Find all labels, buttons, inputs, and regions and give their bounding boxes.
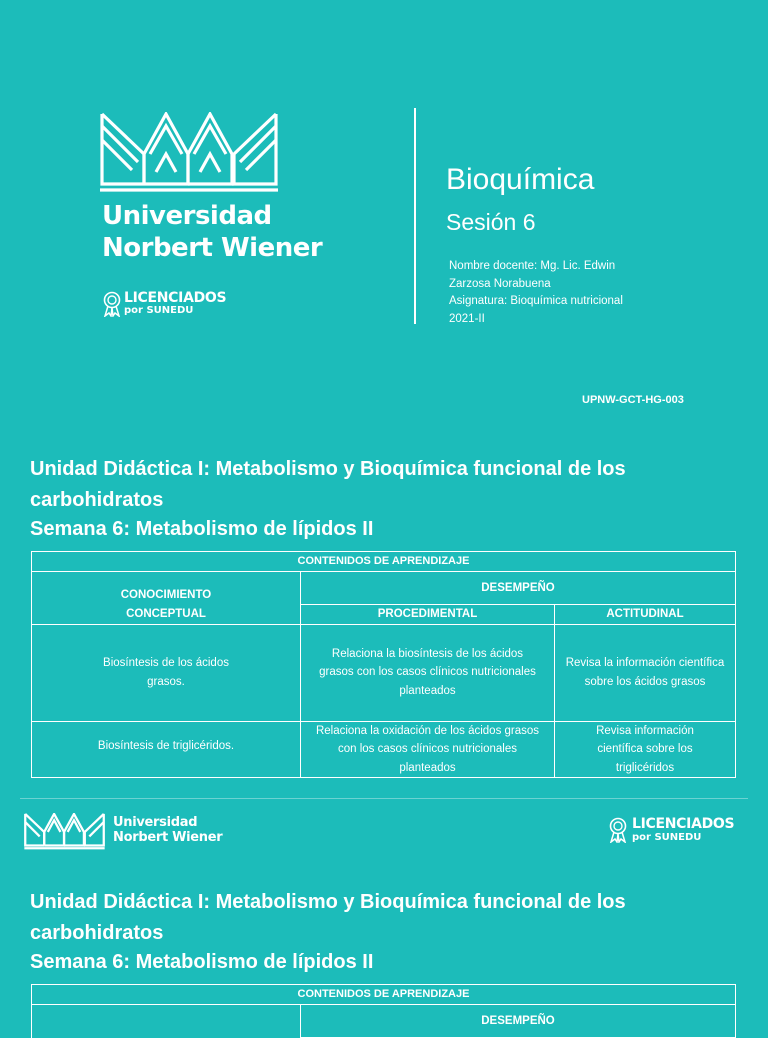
performance-header: DESEMPEÑO <box>301 1005 736 1038</box>
licensed-subtitle: por SUNEDU <box>124 305 194 316</box>
learning-contents-table <box>31 551 736 778</box>
row1-actitudinal: Revisa la información científica sobre los ácidos grasos <box>555 624 736 721</box>
course-title: Bioquímica <box>446 163 595 196</box>
row1-conceptual: Biosíntesis de los ácidos grasos. <box>32 624 301 721</box>
university-name <box>102 200 402 264</box>
col-conceptual-header: CONCEPTUAL <box>32 605 301 625</box>
term-line: 2021-II <box>449 312 485 325</box>
row2-actitudinal: Revisa información científica sobre los triglicéridos <box>555 721 736 778</box>
learning-contents-table <box>31 984 736 1038</box>
licensed-title: LICENCIADOS <box>632 816 735 832</box>
knowledge-header: CONOCIMIENTO <box>32 572 301 605</box>
week-title: Semana 6: Metabolismo de lípidos II <box>30 518 374 540</box>
university-logo-mark <box>22 813 107 850</box>
row2-conceptual: Biosíntesis de triglicéridos. <box>32 721 301 778</box>
table-row <box>32 624 736 721</box>
licensed-subtitle: por SUNEDU <box>632 832 702 843</box>
document-code: UPNW-GCT-HG-003 <box>582 394 684 406</box>
teacher-line1: Nombre docente: Mg. Lic. Edwin <box>449 260 616 272</box>
sunedu-licensed-badge <box>102 290 282 320</box>
university-name-line1: Universidad <box>102 201 272 231</box>
knowledge-header <box>32 1005 301 1038</box>
university-name-line2: Norbert Wiener <box>113 830 223 845</box>
table-header-row <box>32 1005 736 1038</box>
unit-title: Unidad Didáctica I: Metabolismo y Bioquímica funcional de los carbohidratos <box>30 891 626 944</box>
row1-procedimental: Relaciona la biosíntesis de los ácidos grasos con los casos clínicos nutricionales planteados <box>301 624 555 721</box>
university-name <box>113 815 222 845</box>
licensed-title: LICENCIADOS <box>124 290 227 306</box>
university-name-line2: Norbert Wiener <box>102 233 323 263</box>
sunedu-ribbon-icon <box>608 817 628 843</box>
session-title: Sesión 6 <box>446 209 536 235</box>
slide-separator <box>20 798 748 799</box>
sunedu-ribbon-icon <box>102 291 122 317</box>
course-info <box>449 258 689 328</box>
table-caption-row <box>32 985 736 1005</box>
table-subheader-row <box>32 605 736 625</box>
table-caption-row <box>32 552 736 572</box>
table-row <box>32 721 736 778</box>
row2-procedimental: Relaciona la oxidación de los ácidos grasos con los casos clínicos nutricionales planteados <box>301 721 555 778</box>
performance-header: DESEMPEÑO <box>301 572 736 605</box>
col-procedimental-header: PROCEDIMENTAL <box>301 605 555 625</box>
table-caption: CONTENIDOS DE APRENDIZAJE <box>32 985 736 1005</box>
table-header-row <box>32 572 736 605</box>
teacher-line2: Zarzosa Norabuena <box>449 277 551 290</box>
subject-line: Asignatura: Bioquímica nutricional <box>449 295 623 307</box>
week-title: Semana 6: Metabolismo de lípidos II <box>30 951 374 973</box>
sunedu-licensed-badge <box>608 816 758 848</box>
university-name-line1: Universidad <box>113 815 198 830</box>
unit-title: Unidad Didáctica I: Metabolismo y Bioquímica funcional de los carbohidratos <box>30 458 626 511</box>
table-caption: CONTENIDOS DE APRENDIZAJE <box>32 552 736 572</box>
vertical-divider <box>414 108 416 324</box>
university-logo-mark <box>100 112 278 194</box>
col-actitudinal-header: ACTITUDINAL <box>555 605 736 625</box>
